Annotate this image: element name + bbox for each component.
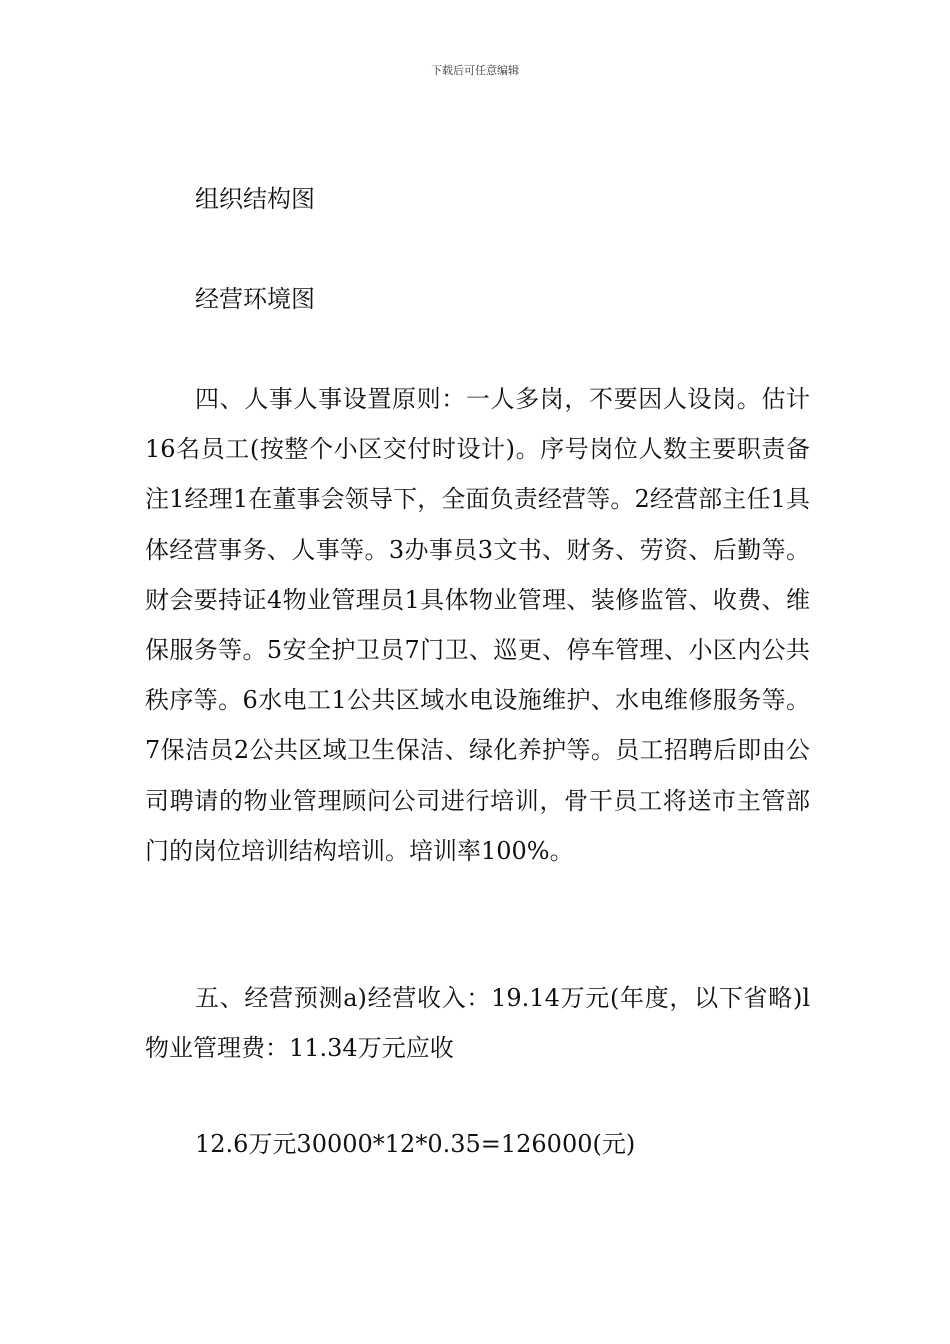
heading-org-chart: 组织结构图	[195, 185, 315, 213]
heading-business-environment: 经营环境图	[195, 285, 315, 313]
section-4-personnel-paragraph: 四、人事人事设置原则：一人多岗，不要因人设岗。估计16名员工(按整个小区交付时设计)。序号岗位人数主要职责备注1经理1在董事会领导下，全面负责经营等。2经营部主任1具体经营事务、人事等。3办事员3文书、财务、劳资、后勤等。财会要持证4物业管理员1具体物业管理、装修监管、收费、维保服务等。5安全护卫员7门卫、巡更、停车管理、小区内公共秩序等。6水电工1公共区域水电设施维护、水电维修服务等。7保洁员2公共区域卫生保洁、绿化养护等。员工招聘后即由公司聘请的物业管理顾问公司进行培训，骨干员工将送市主管部门的岗位培训结构培训。培训率100%。	[145, 385, 810, 865]
section-5-forecast-paragraph: 五、经营预测a)经营收入：19.14万元(年度，以下省略)l物业管理费：11.34万元应收	[145, 984, 810, 1063]
fee-formula-line: 12.6万元30000*12*0.35=126000(元)	[195, 1130, 636, 1158]
page-header-note: 下载后可任意编辑	[431, 64, 519, 77]
